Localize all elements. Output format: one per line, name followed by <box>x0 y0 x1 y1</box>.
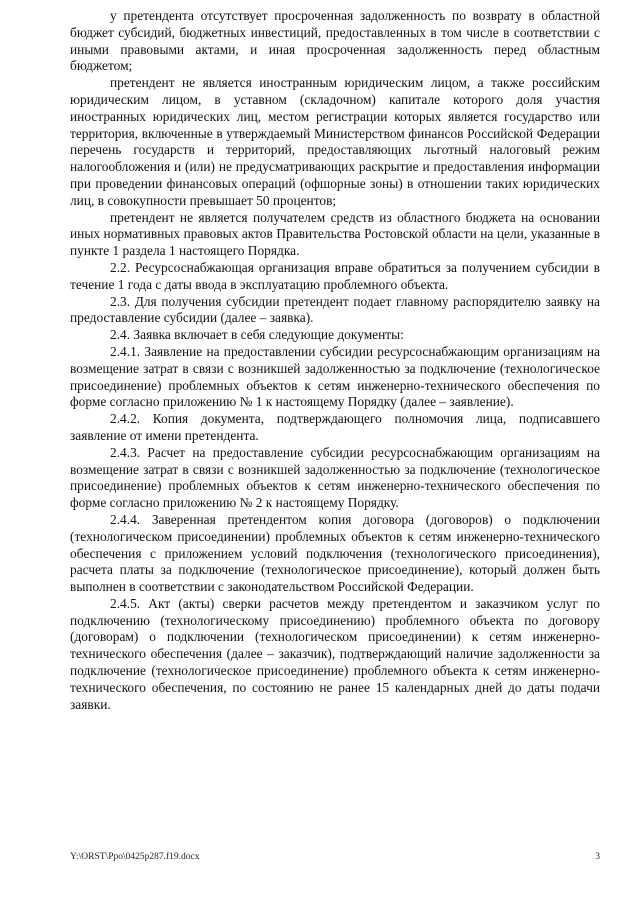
document-body <box>70 8 600 713</box>
paragraph-foreign-entity: претендент не является иностранным юридическим лицом, а также российским юридическим лицом, в уставном (складочном) капитале которого доля участия иностранных юридических лиц, местом регистрации которых является государство или территория, включенные в утверждаемый Министерством финансов Российской Федерации перечень государств и территорий, предоставляющих льготный налоговый режим налогообложения и (или) не предусматривающих раскрытие и предоставления информации при проведении финансовых операций (офшорные зоны) в отношении таких юридических лиц, в совокупности превышает 50 процентов; <box>70 75 600 208</box>
paragraph-other-funding: претендент не является получателем средств из областного бюджета на основании иных нормативных правовых актов Правительства Ростовской области на цели, указанные в пункте 1 раздела 1 настоящего Порядка. <box>70 209 600 259</box>
clause-2-4-2: 2.4.2. Копия документа, подтверждающего полномочия лица, подписавшего заявление от имени претендента. <box>70 411 600 443</box>
clause-2-3: 2.3. Для получения субсидии претендент подает главному распорядителю заявку на предоставление субсидии (далее – заявка). <box>70 293 600 326</box>
page-number: 3 <box>595 852 600 862</box>
clause-2-4-1: 2.4.1. Заявление на предоставлении субсидии ресурсоснабжающим организациям на возмещение затрат в связи с возникшей задолженностью за подключение (технологическое присоединение) проблемных объектов к сетям инженерно-технического обеспечения по форме согласно приложению № 1 к настоящему Порядку (далее – заявление). <box>70 343 600 410</box>
clause-2-4: 2.4. Заявка включает в себя следующие документы: <box>110 327 404 343</box>
file-path: Y:\ORST\Ppo\0425p287.f19.docx <box>70 852 200 862</box>
clause-2-4-3: 2.4.3. Расчет на предоставление субсидии ресурсоснабжающим организациям на возмещение затрат в связи с возникшей задолженностью за подключение (технологическое присоединение) проблемных объектов к сетям инженерно-технического обеспечения по форме согласно приложению № 2 к настоящему Порядку. <box>70 444 600 511</box>
paragraph-arrears: у претендента отсутствует просроченная задолженность по возврату в областной бюджет субсидий, бюджетных инвестиций, предоставленных в том числе в соответствии с иными правовыми актами, и иная просроченная задолженность перед областным бюджетом; <box>70 8 600 74</box>
clause-2-2: 2.2. Ресурсоснабжающая организация вправе обратиться за получением субсидии в течение 1 года с даты ввода в эксплуатацию проблемного объекта. <box>70 259 600 292</box>
clause-2-4-4: 2.4.4. Заверенная претендентом копия договора (договоров) о подключении (технологическом присоединении) проблемных объектов к сетям инженерно-технического обеспечения с приложением условий подключения (технологического присоединения), расчета платы за подключение (технологическое присоединение), который должен быть выполнен в соответствии с законодательством Российской Федерации. <box>70 511 600 595</box>
clause-2-4-5: 2.4.5. Акт (акты) сверки расчетов между претендентом и заказчиком услуг по подключению (технологическому присоединению) проблемного объекта по договору (договорам) о подключении (технологическом присоединении) к сетям инженерно-технического обеспечения (далее – заказчик), подтверждающий наличие задолженности за подключение (технологическое присоединение) проблемного объекта к сетям инженерно-технического обеспечения, по состоянию не ранее 15 календарных дней до даты подачи заявки. <box>70 595 600 712</box>
